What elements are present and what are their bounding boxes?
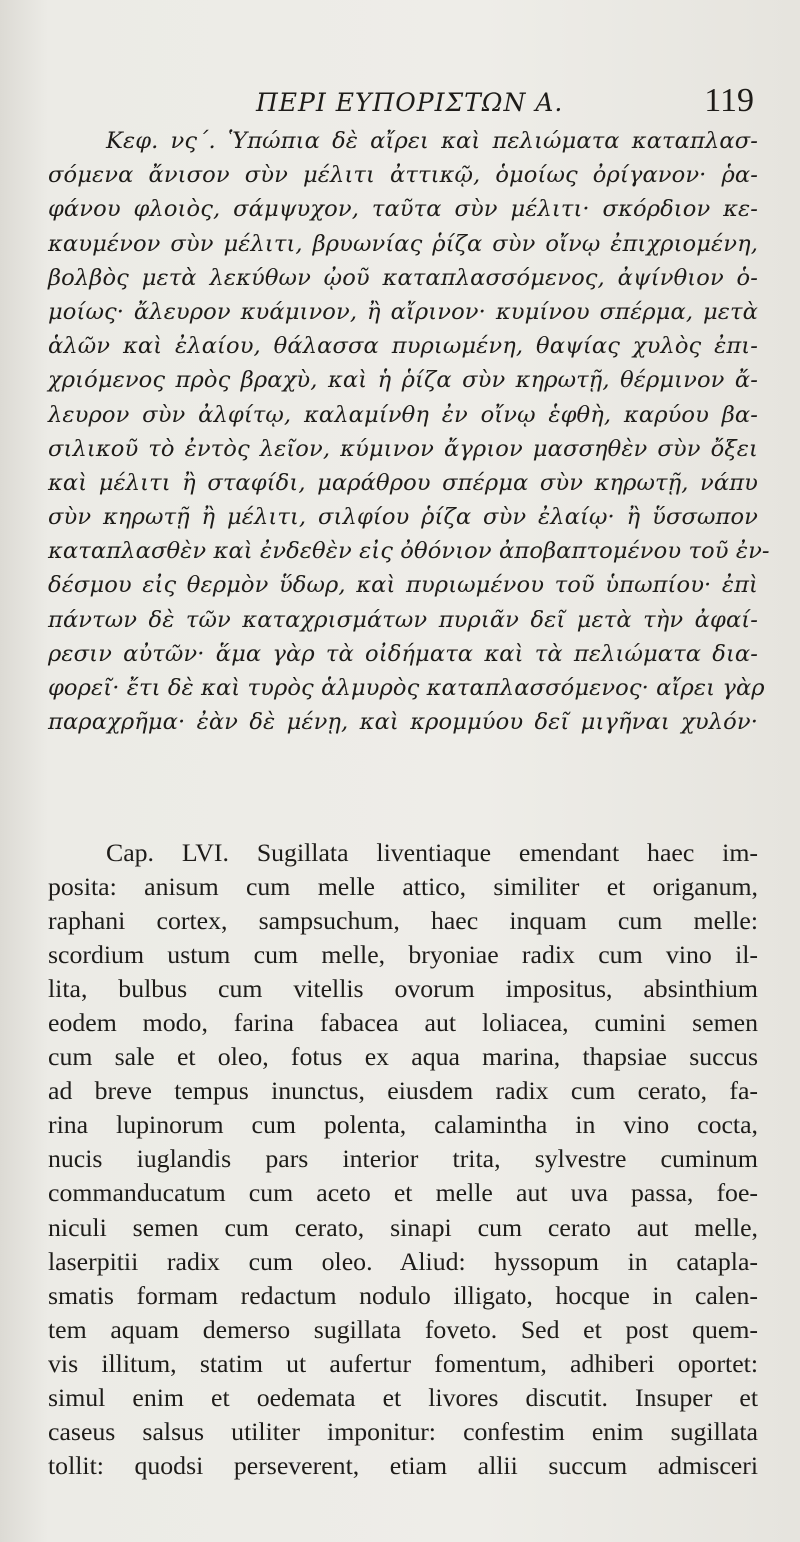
- greek-line: καυμένον σὺν μέλιτι, βρυωνίας ῥίζα σὺν οἴνῳ ἐπιχριομένη,: [48, 230, 758, 257]
- latin-text-block: [48, 836, 758, 1483]
- latin-line: niculi semen cum cerato, sinapi cum cerato aut melle,: [48, 1212, 758, 1242]
- latin-line: ad breve tempus inunctus, eiusdem radix cum cerato, fa-: [48, 1076, 758, 1106]
- latin-line: Cap. LVI. Sugillata liventiaque emendant haec im-: [106, 838, 758, 867]
- greek-line: καταπλασθὲν καὶ ἐνδεθὲν εἰς ὀθόνιον ἀποβαπτομένου τοῦ ἐν-: [48, 538, 770, 565]
- running-head: ΠΕΡΙ ΕΥΠΟΡΙΣΤΩΝ Α.: [256, 88, 564, 117]
- greek-line: λευρον σὺν ἀλφίτῳ, καλαμίνθη ἐν οἴνῳ ἑφθὴ, καρύου βα-: [48, 401, 758, 428]
- page-header: [0, 82, 800, 126]
- greek-line: φορεῖ· ἔτι δὲ καὶ τυρὸς ἁλμυρὸς καταπλασσόμενος· αἴρει γὰρ: [48, 675, 765, 701]
- greek-line: σὺν κηρωτῇ ἢ μέλιτι, σιλφίου ῥίζα σὺν ἐλαίῳ· ἢ ὕσσωπον: [48, 504, 758, 531]
- greek-line: ρεσιν αὐτῶν· ἅμα γὰρ τὰ οἰδήματα καὶ τὰ πελιώματα δια-: [48, 640, 758, 667]
- greek-line: παραχρῆμα· ἐὰν δὲ μένῃ, καὶ κρομμύου δεῖ μιγῆναι χυλόν·: [48, 709, 758, 736]
- greek-line: χριόμενος πρὸς βραχὺ, καὶ ἡ ῥίζα σὺν κηρωτῇ, θέρμινον ἄ-: [48, 367, 758, 394]
- greek-line: βολβὸς μετὰ λεκύθων ᾠοῦ καταπλασσόμενος, ἀψίνθιον ὁ-: [48, 264, 758, 291]
- greek-line: μοίως· ἄλευρον κυάμινον, ἢ αἴρινον· κυμίνου σπέρμα, μετὰ: [48, 298, 758, 325]
- latin-line: scordium ustum cum melle, bryoniae radix cum vino il-: [48, 940, 758, 970]
- greek-line: φάνου φλοιὸς, σάμψυχον, ταῦτα σὺν μέλιτι· σκόρδιον κε-: [48, 196, 758, 223]
- greek-line: σόμενα ἄνισον σὺν μέλιτι ἀττικῷ, ὁμοίως ὀρίγανον· ῥα-: [48, 162, 758, 189]
- page-number: 119: [704, 82, 754, 119]
- latin-line: rina lupinorum cum polenta, calaminthа in vino cocta,: [48, 1110, 758, 1140]
- latin-line: posita: anisum cum melle attico, similiter et origanum,: [48, 872, 758, 902]
- latin-line: vis illitum, statim ut aufertur fomentum, adhiberi oportet:: [48, 1348, 758, 1378]
- latin-line: lita, bulbus cum vitellis ovorum impositus, absinthium: [48, 974, 758, 1004]
- latin-line: nucis iuglandis pars interior trita, sylvestre cuminum: [48, 1144, 758, 1174]
- latin-line: laserpitii radix cum oleo. Aliud: hyssopum in catapla-: [48, 1246, 758, 1276]
- greek-line: δέσμου εἰς θερμὸν ὕδωρ, καὶ πυριωμένου τοῦ ὑπωπίου· ἐπὶ: [48, 572, 758, 599]
- greek-line: σιλικοῦ τὸ ἐντὸς λεῖον, κύμινον ἄγριον μασσηθὲν σὺν ὄξει: [48, 435, 758, 462]
- latin-line: tollit: quodsi perseverent, etiam allii succum admisceri: [48, 1450, 758, 1480]
- latin-line: commanducatum cum aceto et melle aut uva passa, foe-: [48, 1178, 758, 1208]
- latin-line: eodem modo, farina fabacea aut loliacea, cumini semen: [48, 1008, 758, 1038]
- latin-line: caseus salsus utiliter imponitur: confestim enim sugillata: [48, 1416, 758, 1446]
- latin-line: simul enim et oedemata et livores discutit. Insuper et: [48, 1382, 758, 1412]
- latin-line: raphani cortex, sampsuchum, haec inquam cum melle:: [48, 906, 758, 936]
- latin-line: smatis formam redactum nodulo illigato, hocque in calen-: [48, 1280, 758, 1310]
- greek-line: πάντων δὲ τῶν καταχρισμάτων πυριᾶν δεῖ μετὰ τὴν ἀφαί-: [48, 606, 758, 633]
- latin-line: tem aquam demerso sugillata foveto. Sed et post quem-: [48, 1314, 758, 1344]
- greek-line: καὶ μέλιτι ἢ σταφίδι, μαράθρου σπέρμα σὺν κηρωτῇ, νάπυ: [48, 469, 758, 496]
- greek-line: Κεφ. νς΄. Ὑπώπια δὲ αἴρει καὶ πελιώματα καταπλασ-: [106, 128, 758, 154]
- greek-text-block: [48, 124, 770, 739]
- greek-line: ἁλῶν καὶ ἐλαίου, θάλασσα πυριωμένη, θαψίας χυλὸς ἐπι-: [48, 333, 758, 360]
- latin-line: cum sale et oleo, fotus ex aqua marina, thapsiae succus: [48, 1042, 758, 1072]
